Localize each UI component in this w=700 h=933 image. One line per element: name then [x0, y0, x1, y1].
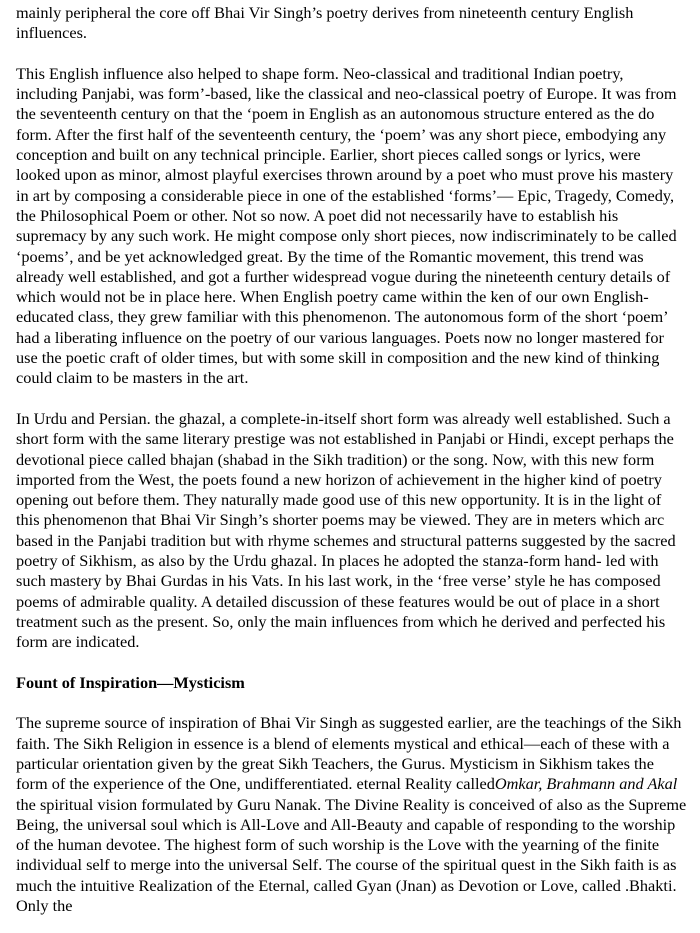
paragraph-1: mainly peripheral the core off Bhai Vir Singh’s poetry derives from nineteenth century English influences. — [16, 3, 634, 43]
paragraph-3: In Urdu and Persian. the ghazal, a complete-in-itself short form was already well established. Such a short form with the same literary prestige was not established in Panjabi or Hindi, except perhaps the devotional piece called bhajan (shabad in the Sikh tradition) or the song. Now, with this new form imported from the West, the poets found a new horizon of achievement in the higher kind of poetry opening out before them. They naturally made good use of this new opportunity. It is in the light of this phenomenon that Bhai Vir Singh’s shorter poems may be viewed. They are in meters which arc based in the Panjabi tradition but with rhyme schemes and structural patterns suggested by the sacred poetry of Sikhism, as also by the Urdu ghazal. In places he adopted the stanza-form hand- led with such mastery by Bhai Gurdas in his Vats. In his last work, in the ‘free verse’ style he has composed poems of admirable quality. A detailed discussion of these features would be out of place in a short treatment such as the present. So, only the main influences from which he derived and perfected his form are indicated. — [16, 408, 676, 652]
paragraph-4-end: the spiritual vision formulated by Guru Nanak. The Divine Reality is conceived of also as the Supreme Being, the universal soul which is All-Love and All-Beauty and capable of responding to the worship of the human devotee. The highest form of such worship is the Love with the yearning of the finite individual self to merge into the universal Self. The course of the spiritual quest in the Sikh faith is as much the intuitive Realization of the Eternal, called Gyan (Jnan) as Devotion or Love, called .Bhakti. Only the — [16, 794, 687, 916]
paragraph-2: This English influence also helped to shape form. Neo-classical and traditional Indian poetry, including Panjabi, was form’-based, like the classical and neo-classical poetry of Europe. It was from the seventeenth century on that the ‘poem in English as an autonomous structure entered as the do form. After the first half of the seventeenth century, the ‘poem’ was any short piece, embodying any conception and built on any technical principle. Earlier, short pieces called songs or lyrics, were looked upon as minor, almost playful exercises thrown around by a poet who must prove his mastery in art by composing a considerable piece in one of the established ‘forms’— Epic, Tragedy, Comedy, the Philosophical Poem or other. Not so now. A poet did not necessarily have to establish his supremacy by any such work. He might compose only short pieces, now indiscriminately to be called ‘poems’, and be yet acknowledged great. By the time of the Romantic movement, this trend was already well established, and got a further widespread vogue during the nineteenth century details of which would not be in place here. When English poetry came within the ken of our own English-educated class, they grew familiar with this phenomenon. The autonomous form of the short ‘poem’ had a liberating influence on the poetry of our various languages. Poets now no longer mastered for use the poetic craft of older times, but with some skill in composition and the new kind of thinking could claim to be masters in the art. — [16, 63, 677, 388]
section-heading: Fount of Inspiration—Mysticism — [16, 672, 245, 692]
paragraph-4 — [16, 713, 688, 916]
paragraph-4-start: The supreme source of inspiration of Bhai Vir Singh as suggested earlier, are the teachings of the Sikh faith. The Sikh Religion in essence is a blend of elements mystical and ethical—each of these with a particular orientation given by the great Sikh Teachers, the Gurus. Mysticism in Sikhism takes the form of the experience of the One, undifferentiated. eternal Reality called — [16, 713, 682, 794]
paragraph-4-italic: Omkar, Brahmann and Akal — [494, 774, 678, 794]
